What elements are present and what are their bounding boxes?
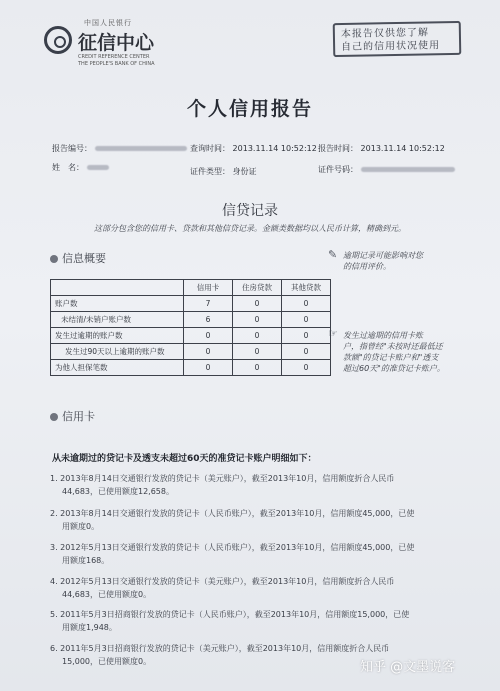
cell: 6 <box>184 312 233 328</box>
item-line: 6. 2011年5月3日招商银行发放的贷记卡（美元账户），截至2013年10月，信用额度折合人民币 <box>50 644 390 653</box>
cell: 0 <box>184 360 233 376</box>
cell: 0 <box>282 312 331 328</box>
table-row <box>51 328 331 344</box>
cell: 0 <box>282 328 331 344</box>
detail-heading: 从未逾期过的贷记卡及透支未超过60天的准贷记卡账户明细如下： <box>52 454 317 464</box>
item-line: 44,683，已使用额度0。 <box>62 590 152 599</box>
id-type-value: 身份证 <box>232 167 257 176</box>
list-item <box>50 507 450 533</box>
pen-note-icon: ✎ <box>328 248 338 261</box>
table-row <box>51 360 331 376</box>
logo-emblem-icon <box>44 26 72 54</box>
tip2-line3: 款额"的贷记卡账户和"透支 <box>343 353 439 362</box>
table-header-row <box>51 280 331 296</box>
item-line: 44,683，已使用额度12,658。 <box>62 487 174 496</box>
cell: 0 <box>233 344 282 360</box>
row-label: 账户数 <box>51 296 184 312</box>
logo-english-line1: CREDIT REFERENCE CENTER <box>78 54 150 60</box>
table-header-blank <box>51 280 184 296</box>
item-line: 5. 2011年5月3日招商银行发放的贷记卡（人民币账户），截至2013年10月，信用额度15,000，已使 <box>50 610 410 619</box>
list-item <box>50 608 450 634</box>
id-type-label: 证件类型： <box>190 167 230 176</box>
credit-card-title: 信用卡 <box>62 410 95 423</box>
id-type <box>190 166 257 177</box>
logo-bank-name: 中国人民银行 <box>84 19 132 27</box>
query-time-value: 2013.11.14 10:52:12 <box>232 144 317 153</box>
item-line: 用额度0。 <box>62 522 100 531</box>
cell: 0 <box>233 328 282 344</box>
redacted-id-number <box>361 167 455 172</box>
bullet-icon <box>50 413 58 421</box>
table-row <box>51 296 331 312</box>
item-line: 3. 2012年5月13日交通银行发放的贷记卡（人民币账户），截至2013年10月，信用额度45,000，已使 <box>50 543 415 552</box>
id-number-label: 证件号码： <box>318 165 358 174</box>
overview-title: 信息概要 <box>62 252 106 265</box>
cell: 0 <box>282 344 331 360</box>
item-line: 1. 2013年8月14日交通银行发放的贷记卡（美元账户），截至2013年10月，信用额度折合人民币 <box>50 474 395 483</box>
redacted-name <box>87 165 109 170</box>
name-label: 姓 名： <box>52 163 84 172</box>
credit-center-logo <box>44 18 194 70</box>
cell: 0 <box>184 344 233 360</box>
cell: 7 <box>184 296 233 312</box>
overview-table <box>50 279 331 376</box>
bullet-icon <box>50 255 58 263</box>
report-title: 个人信用报告 <box>186 98 313 120</box>
list-item <box>50 541 450 567</box>
tip2-line2: 户，指曾经"未按时还最低还 <box>343 342 443 351</box>
redacted-report-number <box>95 146 187 151</box>
table-header-credit-card: 信用卡 <box>184 280 233 296</box>
tip2-line4: 超过60天"的准贷记卡账户。 <box>343 364 445 373</box>
person-name <box>52 162 109 173</box>
credit-record-intro: 这部分包含您的信用卡、贷款和其他信贷记录。金额类数据均以人民币计算，精确到元。 <box>94 224 406 233</box>
credit-record-title: 信贷记录 <box>222 203 278 219</box>
stamp-line1: 本报告仅供您了解 <box>340 27 429 40</box>
row-label: 为他人担保笔数 <box>51 360 184 376</box>
item-line: 2. 2013年8月14日交通银行发放的贷记卡（人民币账户），截至2013年10月，信用额度45,000，已使 <box>50 509 415 518</box>
tip-overdue-definition <box>343 330 445 374</box>
tip1-line2: 的信用评价。 <box>343 262 391 271</box>
list-item <box>50 575 450 601</box>
row-label: 发生过逾期的账户数 <box>51 328 184 344</box>
query-time <box>190 143 317 154</box>
cell: 0 <box>282 296 331 312</box>
item-line: 15,000，已使用额度0。 <box>62 657 152 666</box>
table-row <box>51 312 331 328</box>
cell: 0 <box>233 312 282 328</box>
report-time <box>318 143 445 154</box>
id-number <box>318 164 455 175</box>
watermark: 知乎 @文墨说客 <box>360 660 456 675</box>
item-line: 用额度1,948。 <box>62 623 117 632</box>
overview-heading <box>50 250 106 266</box>
report-number <box>52 143 187 154</box>
item-line: 4. 2012年5月13日交通银行发放的贷记卡（美元账户），截至2013年10月，信用额度折合人民币 <box>50 577 395 586</box>
row-label: 未结清/未销户账户数 <box>51 312 184 328</box>
report-time-label: 报告时间： <box>318 144 358 153</box>
item-line: 用额度168。 <box>62 556 110 565</box>
credit-card-heading <box>50 408 95 424</box>
row-label: 发生过90天以上逾期的账户数 <box>51 344 184 360</box>
report-number-label: 报告编号： <box>52 144 92 153</box>
tip2-line1: 发生过逾期的信用卡账 <box>343 331 423 340</box>
report-time-value: 2013.11.14 10:52:12 <box>360 144 445 153</box>
hand-note-icon: ☞ <box>328 327 338 340</box>
table-row <box>51 344 331 360</box>
usage-stamp <box>333 21 462 57</box>
logo-name: 征信中心 <box>78 32 155 54</box>
tip1-line1: 逾期记录可能影响对您 <box>343 251 423 260</box>
cell: 0 <box>184 328 233 344</box>
list-item <box>50 472 450 498</box>
table-header-housing-loan: 住房贷款 <box>233 280 282 296</box>
query-time-label: 查询时间： <box>190 144 230 153</box>
table-header-other-loan: 其他贷款 <box>282 280 331 296</box>
logo-english-line2: THE PEOPLE'S BANK OF CHINA <box>78 61 155 67</box>
cell: 0 <box>282 360 331 376</box>
cell: 0 <box>233 296 282 312</box>
cell: 0 <box>233 360 282 376</box>
stamp-line2: 自己的信用状况使用 <box>341 40 441 53</box>
tip-overdue-impact <box>343 250 423 272</box>
